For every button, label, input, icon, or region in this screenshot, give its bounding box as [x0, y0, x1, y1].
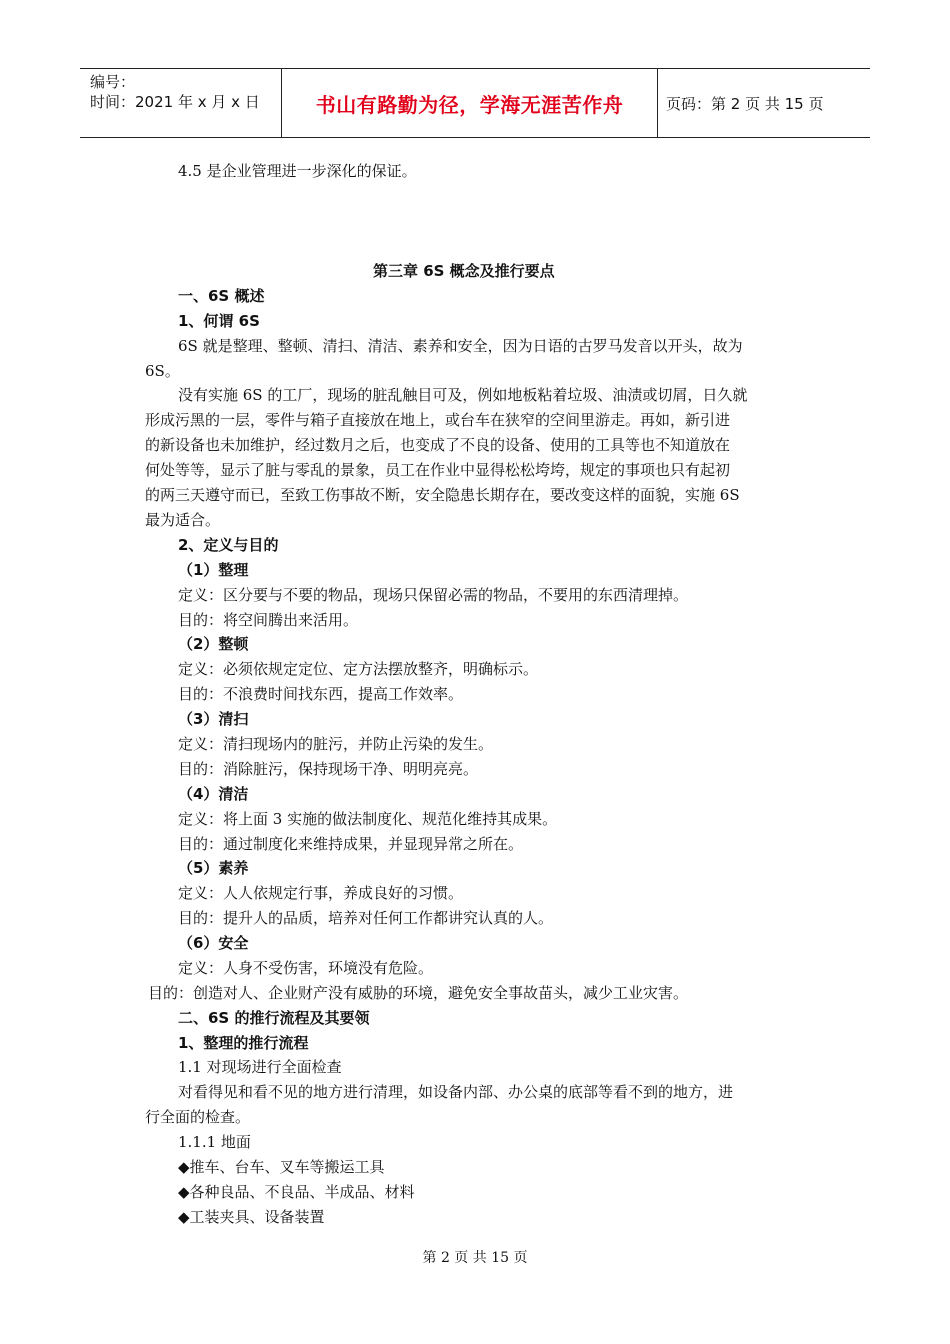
purpose-line: 目的：不浪费时间找东西，提高工作效率。 [178, 685, 464, 703]
paragraph-line: 的两三天遵守而已，至致工伤事故不断，安全隐患长期存在，要改变这样的面貌，实施 6S [145, 486, 740, 504]
purpose-line: 目的：将空间腾出来活用。 [178, 611, 359, 629]
paragraph-line: 1.1 对现场进行全面检查 [178, 1058, 342, 1076]
subsection-heading: 1、整理的推行流程 [178, 1034, 309, 1052]
list-item: ◆各种良品、不良品、半成品、材料 [178, 1183, 415, 1201]
paragraph-line: 最为适合。 [145, 511, 221, 529]
paragraph-line: 1.1.1 地面 [178, 1133, 251, 1151]
definition-line: 定义：人身不受伤害，环境没有危险。 [178, 959, 434, 977]
item-heading: （4）清洁 [178, 785, 249, 803]
item-heading: （5）素养 [178, 859, 249, 877]
number-label: 编号： [90, 73, 136, 91]
paragraph: 4.5 是企业管理进一步深化的保证。 [178, 162, 417, 180]
subsection-heading: 1、何谓 6S [178, 312, 260, 330]
list-item: ◆推车、台车、叉车等搬运工具 [178, 1158, 385, 1176]
paragraph-line: 6S。 [145, 362, 180, 380]
item-heading: （3）清扫 [178, 710, 249, 728]
page-header [80, 68, 870, 138]
header-meta [80, 69, 281, 137]
date-label: 时间：2021 年 x 月 x 日 [90, 93, 260, 111]
item-heading: （2）整顿 [178, 635, 249, 653]
header-motto-cell [281, 69, 658, 137]
definition-line: 定义：区分要与不要的物品，现场只保留必需的物品，不要用的东西清理掉。 [178, 586, 689, 604]
list-item: ◆工装夹具、设备装置 [178, 1208, 325, 1226]
section-heading: 二、6S 的推行流程及其要领 [178, 1009, 370, 1027]
item-heading: （1）整理 [178, 561, 249, 579]
definition-line: 定义：必须依规定定位、定方法摆放整齐，明确标示。 [178, 660, 539, 678]
page-info: 页码：第 2 页 共 15 页 [666, 94, 824, 113]
definition-line: 定义：将上面 3 实施的做法制度化、规范化维持其成果。 [178, 810, 558, 828]
paragraph-line: 形成污黑的一层，零件与箱子直接放在地上，或台车在狭窄的空间里游走。再如，新引进 [145, 411, 731, 429]
page-footer: 第 2 页 共 15 页 [422, 1250, 528, 1266]
paragraph-line: 行全面的检查。 [145, 1108, 251, 1126]
purpose-line: 目的：创造对人、企业财产没有威胁的环境，避免安全事故苗头，减少工业灾害。 [148, 984, 689, 1002]
header-page-info-cell [658, 69, 878, 137]
purpose-line: 目的：通过制度化来维持成果，并显现异常之所在。 [178, 835, 524, 853]
purpose-line: 目的：提升人的品质，培养对任何工作都讲究认真的人。 [178, 909, 554, 927]
paragraph-line: 6S 就是整理、整顿、清扫、清洁、素养和安全，因为日语的古罗马发音以开头，故为 [178, 337, 743, 355]
definition-line: 定义：人人依规定行事，养成良好的习惯。 [178, 884, 464, 902]
paragraph-line: 何处等等，显示了脏与零乱的景象，员工在作业中显得松松垮垮，规定的事项也只有起初 [145, 461, 731, 479]
motto: 书山有路勤为径，学海无涯苦作舟 [315, 92, 624, 117]
paragraph-line: 的新设备也未加维护，经过数月之后，也变成了不良的设备、使用的工具等也不知道放在 [145, 436, 731, 454]
section-heading: 一、6S 概述 [178, 287, 265, 305]
subsection-heading: 2、定义与目的 [178, 536, 279, 554]
purpose-line: 目的：消除脏污，保持现场干净、明明亮亮。 [178, 760, 479, 778]
paragraph-line: 对看得见和看不见的地方进行清理，如设备内部、办公桌的底部等看不到的地方，进 [178, 1083, 734, 1101]
item-heading: （6）安全 [178, 934, 249, 952]
paragraph-line: 没有实施 6S 的工厂，现场的脏乱触目可及，例如地板粘着垃圾、油渍或切屑，日久就 [178, 386, 748, 404]
definition-line: 定义：清扫现场内的脏污，并防止污染的发生。 [178, 735, 494, 753]
chapter-title: 第三章 6S 概念及推行要点 [373, 262, 555, 280]
